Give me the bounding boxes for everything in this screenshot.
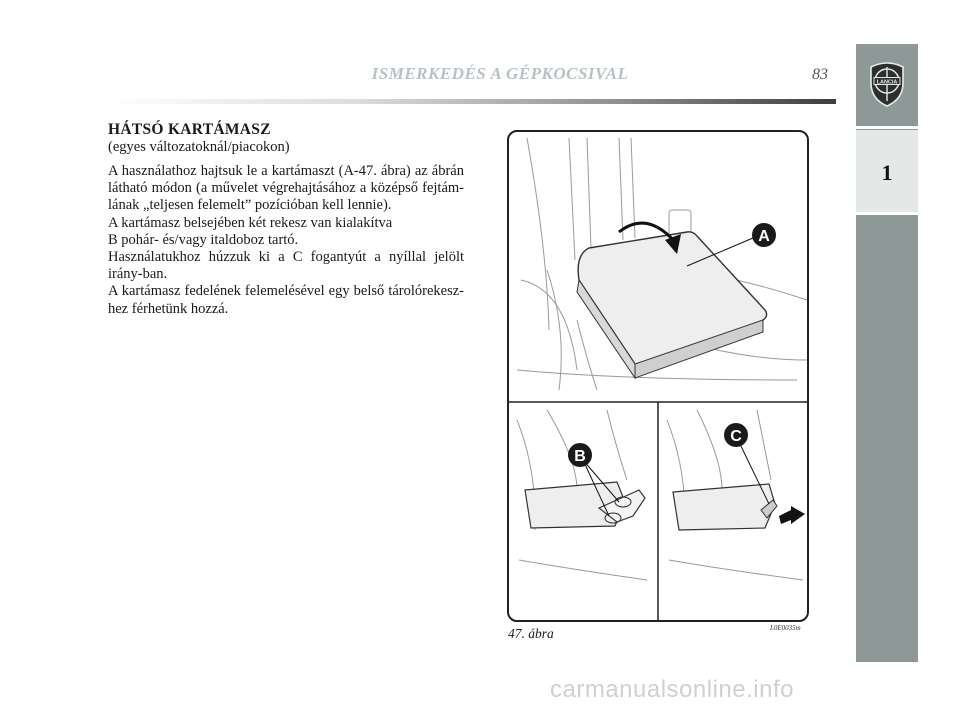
- header-title: ISMERKEDÉS A GÉPKOCSIVAL: [371, 64, 629, 83]
- figure-code: L0E0035m: [770, 624, 801, 632]
- paragraph: A használathoz hajtsuk le a kartámaszt (A-47. ábra) az ábrán látható módon (a művelet végrehajtásához a középső fejtám-lának „teljesen felemelt” pozícióban kell lennie).: [108, 163, 464, 214]
- section-title: HÁTSÓ KARTÁMASZ: [108, 121, 271, 138]
- chapter-number: 1: [881, 160, 893, 185]
- paragraph: B pohár- és/vagy italdoboz tartó.: [108, 231, 299, 248]
- armrest-figure: [507, 130, 809, 622]
- callout-c-label: C: [730, 428, 742, 445]
- section-subtitle: (egyes változatoknál/piacokon): [108, 139, 290, 155]
- tab-divider: [856, 126, 918, 129]
- paragraph: A kartámasz fedelének felemelésével egy belső tárolórekesz-hez férhetünk hozzá.: [108, 283, 464, 317]
- body-text: [108, 163, 464, 318]
- chapter-box: [856, 130, 918, 212]
- figure-caption: 47. ábra: [508, 626, 554, 641]
- watermark-text: carmanualsonline.info: [550, 676, 794, 703]
- callout-a-label: A: [758, 228, 770, 245]
- chapter-side-tab: [856, 44, 918, 662]
- paragraph: Használatukhoz húzzuk ki a C fogantyút a nyíllal jelölt irány-ban.: [108, 249, 464, 283]
- armrest-lowered-c: [673, 484, 775, 530]
- header-rule: [108, 99, 836, 104]
- logo-text: LANCIA: [876, 79, 898, 86]
- tab-divider: [856, 212, 918, 215]
- lancia-logo-icon: [868, 59, 906, 107]
- page-number: 83: [812, 66, 828, 83]
- logo-box: [856, 44, 918, 126]
- paragraph: A kartámasz belsejében két rekesz van kialakítva: [108, 214, 393, 231]
- callout-b-label: B: [574, 448, 586, 465]
